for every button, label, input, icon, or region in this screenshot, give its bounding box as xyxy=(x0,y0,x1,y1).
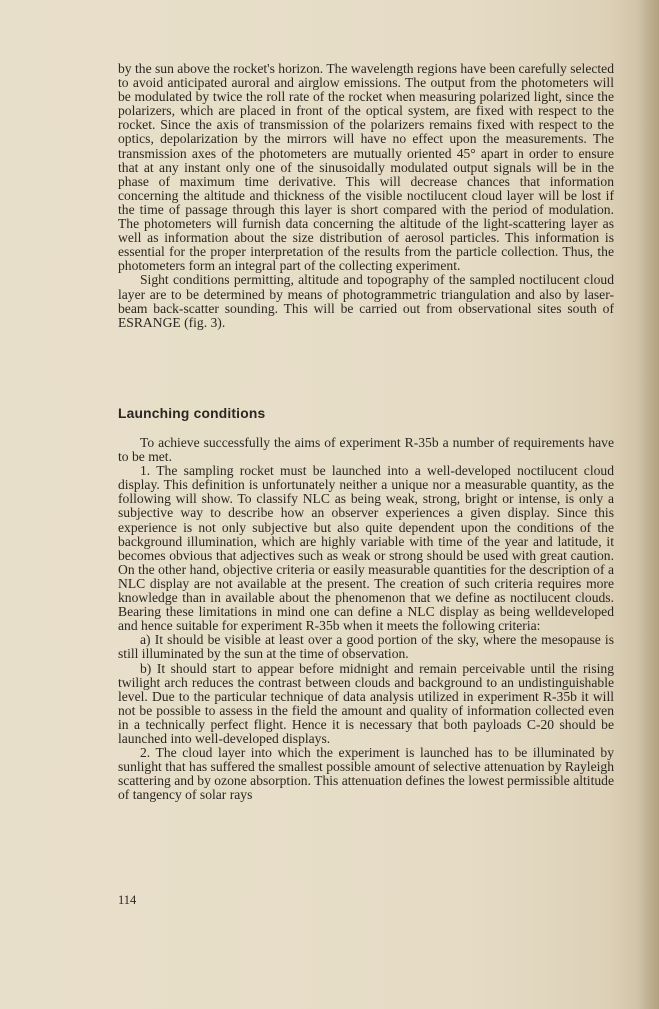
section-heading: Launching conditions xyxy=(118,406,266,421)
paragraph-criterion-b: b) It should start to appear before midnight and remain perceivable until the rising twilight arch reduces the contrast between clouds and background to an undistinguishable level. Due to the particular technique of data analysis utilized in experiment R-35b it will not be possible to assess in the field the amount and quality of information collected even in a technically perfect flight. Hence it is necessary that both payloads C-20 should be launched into well-developed displays. xyxy=(118,660,614,746)
body-text-launching xyxy=(118,436,614,802)
paragraph-criterion-2: 2. The cloud layer into which the experiment is launched has to be illuminated by sunlight that has suffered the smallest possible amount of selective attenuation by Rayleigh scattering and by ozone absorption. This attenuation defines the lowest permissible altitude of tangency of solar rays xyxy=(118,745,614,803)
paragraph-sight-conditions: Sight conditions permitting, altitude and topography of the sampled noctilucent cloud layer are to be determined by means of photogrammetric triangulation and also by laser-beam back-scatter sounding. This will be carried out from observational sites south of ESRANGE (fig. 3). xyxy=(118,272,614,330)
paragraph-criterion-a: a) It should be visible at least over a good portion of the sky, where the mesopause is still illuminated by the sun at the time of observation. xyxy=(118,632,614,662)
page-number: 114 xyxy=(118,893,137,907)
body-text-top xyxy=(118,62,614,330)
paragraph-aims: To achieve successfully the aims of experiment R-35b a number of requirements have to be met. xyxy=(118,435,614,465)
paragraph-criterion-1: 1. The sampling rocket must be launched into a well-developed noctilucent cloud display. This definition is unfortunately neither a unique nor a measurable quantity, as the following will show. To classify NLC as being weak, strong, bright or intense, is only a subjective way to describe how an observer experiences a given display. Since this experience is not only subjective but also quite dependent upon the conditions of the background illumination, which are highly variable with time of the year and latitude, it becomes obvious that adjectives such as weak or strong should be used with great caution. On the other hand, objective criteria or easily measurable quantities for the description of a NLC display are not available at the present. The creation of such criteria requires more knowledge than in available about the phenomenon that we define as noctilucent clouds. Bearing these limitations in mind one can define a NLC display as being welldeveloped and hence suitable for experiment R-35b when it meets the following criteria: xyxy=(118,463,614,634)
paragraph-intro: by the sun above the rocket's horizon. The wavelength regions have been carefully selected to avoid anticipated auroral and airglow emissions. The output from the photometers will be modulated by twice the roll rate of the rocket when measuring polarized light, since the polarizers, which are placed in front of the optical system, are fixed with respect to the rocket. Since the axis of transmission of the polarizers remains fixed with respect to the optics, depolarization by the mirrors will have no effect upon the measurements. The transmission axes of the photometers are mutually oriented 45° apart in order to ensure that at any instant only one of the sinusoidally modulated output signals will be in the phase of maximum time derivative. This will decrease chances that information concerning the altitude and thickness of the visible noctilucent cloud layer will be lost if the time of passage through this layer is short compared with the period of modulation. The photometers will furnish data concerning the altitude of the light-scattering layer as well as information about the size distribution of aerosol particles. This information is essential for the proper interpretation of the results from the particle collection. Thus, the photometers form an integral part of the collecting experiment. xyxy=(118,61,614,274)
page-edge-shadow xyxy=(637,0,659,1009)
